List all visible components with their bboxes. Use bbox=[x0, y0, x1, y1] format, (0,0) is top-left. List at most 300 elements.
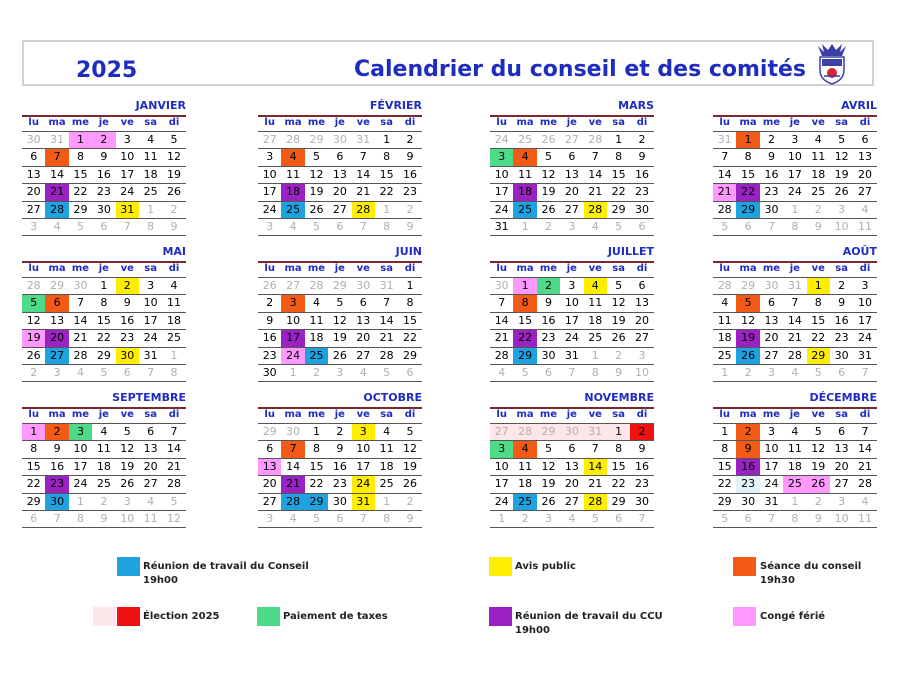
day-cell: 3 bbox=[352, 424, 375, 440]
day-cell: 6 bbox=[861, 133, 869, 146]
week-row bbox=[22, 295, 186, 312]
day-cell: 4 bbox=[147, 133, 155, 146]
day-cell: 18 bbox=[96, 459, 111, 473]
day-cell: 11 bbox=[858, 219, 873, 233]
day-cell: 15 bbox=[717, 459, 732, 473]
day-cell: 21 bbox=[167, 459, 182, 473]
day-cell: 17 bbox=[858, 313, 873, 327]
day-cell: 8 bbox=[406, 296, 414, 310]
day-cell: 30 bbox=[494, 279, 509, 292]
day-cell: 18 bbox=[588, 313, 603, 327]
day-cell: 20 bbox=[26, 185, 41, 199]
day-cell: 6 bbox=[838, 425, 846, 438]
day-cell: 18 bbox=[379, 459, 394, 473]
legend-time: 19h00 bbox=[515, 625, 550, 636]
day-cell: 19 bbox=[167, 167, 182, 181]
day-cell: 9 bbox=[406, 150, 414, 164]
day-cell: 10 bbox=[834, 219, 849, 233]
week-row bbox=[258, 459, 422, 476]
weekday-header bbox=[22, 409, 186, 424]
month-12 bbox=[713, 391, 877, 528]
day-cell: 28 bbox=[309, 279, 324, 292]
day-cell: 1 bbox=[383, 133, 391, 146]
day-cell: 25 bbox=[281, 202, 304, 218]
day-cell: 6 bbox=[615, 511, 623, 525]
day-cell: 27 bbox=[143, 477, 158, 491]
weekday-label: je bbox=[98, 263, 109, 274]
week-row bbox=[490, 219, 654, 236]
week-row bbox=[258, 295, 422, 312]
day-cell: 27 bbox=[490, 424, 513, 440]
day-cell: 21 bbox=[713, 184, 736, 200]
day-cell: 3 bbox=[490, 149, 513, 165]
day-cell: 2 bbox=[170, 202, 178, 216]
day-cell: 9 bbox=[406, 219, 414, 233]
page-title: Calendrier du conseil et des comités bbox=[354, 57, 806, 82]
day-cell: 5 bbox=[721, 511, 729, 525]
day-cell: 19 bbox=[811, 459, 826, 473]
week-row bbox=[22, 494, 186, 511]
week-row bbox=[258, 149, 422, 166]
crest-logo bbox=[812, 42, 852, 86]
day-cell: 7 bbox=[638, 511, 646, 525]
day-cell: 23 bbox=[96, 185, 111, 199]
week-row bbox=[22, 476, 186, 493]
day-cell: 31 bbox=[356, 133, 371, 146]
day-cell: 22 bbox=[379, 185, 394, 199]
day-cell: 6 bbox=[336, 219, 344, 233]
day-cell: 26 bbox=[541, 133, 556, 146]
day-cell: 11 bbox=[96, 442, 111, 456]
day-cell: 7 bbox=[359, 150, 367, 164]
day-cell: 15 bbox=[611, 459, 626, 473]
day-cell: 6 bbox=[30, 511, 38, 525]
week-row bbox=[22, 184, 186, 201]
weekday-label: ve bbox=[588, 117, 602, 128]
day-cell: 27 bbox=[635, 331, 650, 345]
day-cell: 15 bbox=[379, 167, 394, 181]
legend-label: Avis public bbox=[515, 561, 576, 572]
day-cell: 4 bbox=[53, 219, 61, 233]
day-cell: 1 bbox=[22, 424, 45, 440]
weekday-label: di bbox=[636, 117, 648, 128]
day-cell: 25 bbox=[379, 477, 394, 491]
day-cell: 7 bbox=[76, 296, 84, 310]
day-cell: 27 bbox=[834, 477, 849, 491]
legend-swatch-reunion-ccu bbox=[489, 607, 512, 626]
month-7 bbox=[490, 245, 654, 382]
day-cell: 11 bbox=[143, 150, 158, 164]
day-cell: 27 bbox=[564, 202, 579, 216]
week-row bbox=[490, 424, 654, 441]
day-cell: 8 bbox=[383, 150, 391, 164]
day-cell: 14 bbox=[494, 313, 509, 327]
weekday-header bbox=[258, 263, 422, 278]
day-cell: 18 bbox=[811, 167, 826, 181]
week-row bbox=[258, 330, 422, 347]
day-cell: 22 bbox=[513, 330, 536, 346]
day-cell: 13 bbox=[834, 442, 849, 456]
day-cell: 1 bbox=[147, 202, 155, 216]
day-cell: 8 bbox=[383, 219, 391, 233]
day-cell: 30 bbox=[96, 202, 111, 216]
weekday-header bbox=[258, 117, 422, 132]
day-cell: 23 bbox=[541, 331, 556, 345]
week-row bbox=[713, 511, 877, 528]
day-cell: 25 bbox=[305, 348, 328, 364]
week-row bbox=[258, 511, 422, 528]
day-cell: 24 bbox=[764, 477, 779, 491]
week-row bbox=[490, 330, 654, 347]
week-row bbox=[490, 511, 654, 528]
day-cell: 3 bbox=[266, 219, 274, 233]
day-cell: 31 bbox=[494, 219, 509, 233]
day-cell: 10 bbox=[356, 442, 371, 456]
month-name: JUILLET bbox=[490, 245, 654, 263]
day-cell: 19 bbox=[736, 330, 759, 346]
week-row bbox=[713, 132, 877, 149]
day-cell: 8 bbox=[147, 219, 155, 233]
day-cell: 23 bbox=[120, 331, 135, 345]
week-row bbox=[713, 167, 877, 184]
day-cell: 7 bbox=[170, 425, 178, 438]
legend-time: 19h30 bbox=[760, 575, 795, 586]
day-cell: 16 bbox=[332, 459, 347, 473]
weekday-label: di bbox=[636, 409, 648, 420]
day-cell: 26 bbox=[167, 185, 182, 199]
day-cell: 4 bbox=[312, 296, 320, 310]
day-cell: 30 bbox=[262, 365, 277, 379]
week-row bbox=[258, 365, 422, 382]
weekday-label: je bbox=[789, 409, 800, 420]
day-cell: 4 bbox=[498, 365, 506, 379]
day-cell: 22 bbox=[26, 477, 41, 491]
day-cell: 15 bbox=[741, 167, 756, 181]
day-cell: 3 bbox=[336, 365, 344, 379]
day-cell: 7 bbox=[123, 219, 131, 233]
day-cell: 30 bbox=[356, 279, 371, 292]
week-row bbox=[713, 459, 877, 476]
day-cell: 9 bbox=[736, 441, 759, 457]
day-cell: 11 bbox=[286, 167, 301, 181]
legend-swatch-conge bbox=[733, 607, 756, 626]
week-row bbox=[22, 167, 186, 184]
month-10 bbox=[258, 391, 422, 528]
day-cell: 29 bbox=[611, 202, 626, 216]
weekday-label: ve bbox=[120, 117, 134, 128]
weekday-label: lu bbox=[264, 263, 275, 274]
week-row bbox=[22, 313, 186, 330]
day-cell: 1 bbox=[721, 365, 729, 379]
day-cell: 27 bbox=[858, 185, 873, 199]
day-cell: 13 bbox=[564, 167, 579, 181]
day-cell: 4 bbox=[861, 494, 869, 508]
day-cell: 4 bbox=[584, 278, 607, 294]
day-cell: 2 bbox=[100, 494, 108, 508]
day-cell: 4 bbox=[861, 202, 869, 216]
day-cell: 24 bbox=[262, 202, 277, 216]
week-row bbox=[22, 511, 186, 528]
day-cell: 8 bbox=[721, 442, 729, 456]
weekday-header bbox=[258, 409, 422, 424]
weekday-label: je bbox=[789, 263, 800, 274]
day-cell: 26 bbox=[309, 202, 324, 216]
day-cell: 16 bbox=[635, 167, 650, 181]
day-cell: 4 bbox=[359, 365, 367, 379]
month-name: MARS bbox=[490, 99, 654, 117]
day-cell: 6 bbox=[45, 295, 68, 311]
day-cell: 24 bbox=[120, 185, 135, 199]
day-cell: 9 bbox=[814, 219, 822, 233]
day-cell: 29 bbox=[537, 424, 560, 440]
day-cell: 3 bbox=[266, 511, 274, 525]
day-cell: 17 bbox=[73, 459, 88, 473]
day-cell: 19 bbox=[611, 313, 626, 327]
day-cell: 20 bbox=[45, 330, 68, 346]
day-cell: 23 bbox=[736, 476, 759, 492]
week-row bbox=[22, 202, 186, 219]
week-row bbox=[490, 202, 654, 219]
day-cell: 10 bbox=[262, 167, 277, 181]
weekday-label: lu bbox=[264, 117, 275, 128]
day-cell: 9 bbox=[100, 511, 108, 525]
weekday-label: sa bbox=[380, 117, 393, 128]
day-cell: 19 bbox=[541, 477, 556, 491]
day-cell: 24 bbox=[564, 331, 579, 345]
day-cell: 15 bbox=[96, 313, 111, 327]
day-cell: 18 bbox=[167, 313, 182, 327]
day-cell: 31 bbox=[143, 348, 158, 362]
day-cell: 6 bbox=[744, 511, 752, 525]
week-row bbox=[258, 494, 422, 511]
day-cell: 29 bbox=[262, 425, 277, 438]
weekday-label: me bbox=[539, 117, 558, 128]
day-cell: 9 bbox=[53, 442, 61, 456]
day-cell: 25 bbox=[588, 331, 603, 345]
day-cell: 4 bbox=[791, 365, 799, 379]
day-cell: 7 bbox=[281, 441, 304, 457]
day-cell: 8 bbox=[615, 150, 623, 164]
weekday-label: di bbox=[404, 263, 416, 274]
day-cell: 4 bbox=[513, 441, 536, 457]
day-cell: 6 bbox=[30, 150, 38, 164]
legend-avis-public bbox=[515, 560, 576, 574]
day-cell: 5 bbox=[170, 133, 178, 146]
day-cell: 24 bbox=[281, 348, 304, 364]
day-cell: 13 bbox=[143, 442, 158, 456]
weekday-label: di bbox=[859, 409, 871, 420]
day-cell: 3 bbox=[53, 365, 61, 379]
day-cell: 3 bbox=[568, 219, 576, 233]
weekday-label: lu bbox=[496, 117, 507, 128]
day-cell: 5 bbox=[544, 150, 552, 164]
legend-label: Réunion de travail du CCU bbox=[515, 611, 663, 622]
day-cell: 5 bbox=[312, 511, 320, 525]
day-cell: 7 bbox=[591, 442, 599, 456]
month-6 bbox=[258, 245, 422, 382]
day-cell: 25 bbox=[518, 133, 533, 146]
day-cell: 12 bbox=[167, 511, 182, 525]
day-cell: 6 bbox=[744, 219, 752, 233]
day-cell: 18 bbox=[518, 477, 533, 491]
day-cell: 26 bbox=[262, 279, 277, 292]
day-cell: 29 bbox=[611, 494, 626, 508]
week-row bbox=[713, 313, 877, 330]
month-11 bbox=[490, 391, 654, 528]
week-row bbox=[713, 149, 877, 166]
day-cell: 3 bbox=[281, 295, 304, 311]
day-cell: 1 bbox=[615, 133, 623, 146]
day-cell: 22 bbox=[717, 477, 732, 491]
day-cell: 20 bbox=[564, 477, 579, 491]
month-name: NOVEMBRE bbox=[490, 391, 654, 409]
day-cell: 2 bbox=[45, 424, 68, 440]
day-cell: 15 bbox=[611, 167, 626, 181]
weekday-label: me bbox=[762, 117, 781, 128]
day-cell: 28 bbox=[73, 348, 88, 362]
day-cell: 5 bbox=[336, 296, 344, 310]
week-row bbox=[22, 278, 186, 295]
week-row bbox=[22, 365, 186, 382]
day-cell: 18 bbox=[143, 167, 158, 181]
day-cell: 2 bbox=[116, 278, 139, 294]
day-cell: 29 bbox=[50, 279, 65, 292]
day-cell: 20 bbox=[858, 167, 873, 181]
day-cell: 6 bbox=[336, 150, 344, 164]
weekday-label: je bbox=[98, 409, 109, 420]
day-cell: 4 bbox=[147, 494, 155, 508]
day-cell: 16 bbox=[541, 313, 556, 327]
weekday-label: me bbox=[71, 263, 90, 274]
legend-election bbox=[143, 610, 219, 624]
day-cell: 4 bbox=[568, 511, 576, 525]
day-cell: 15 bbox=[73, 167, 88, 181]
legend-swatch-election-light bbox=[93, 607, 116, 626]
week-row bbox=[490, 348, 654, 365]
legend-swatch-election bbox=[117, 607, 140, 626]
day-cell: 1 bbox=[100, 279, 108, 292]
month-name: DÉCEMBRE bbox=[713, 391, 877, 409]
day-cell: 26 bbox=[541, 202, 556, 216]
month-name: OCTOBRE bbox=[258, 391, 422, 409]
day-cell: 2 bbox=[406, 202, 414, 216]
day-cell: 1 bbox=[312, 425, 320, 438]
day-cell: 8 bbox=[312, 442, 320, 456]
day-cell: 5 bbox=[814, 425, 822, 438]
day-cell: 21 bbox=[494, 331, 509, 345]
weekday-label: me bbox=[762, 409, 781, 420]
day-cell: 21 bbox=[73, 331, 88, 345]
legend-swatch-seance bbox=[733, 557, 756, 576]
day-cell: 23 bbox=[262, 348, 277, 362]
day-cell: 15 bbox=[403, 313, 418, 327]
day-cell: 31 bbox=[717, 133, 732, 146]
day-cell: 3 bbox=[123, 133, 131, 146]
day-cell: 23 bbox=[834, 331, 849, 345]
day-cell: 28 bbox=[858, 477, 873, 491]
day-cell: 27 bbox=[332, 202, 347, 216]
week-row bbox=[713, 219, 877, 236]
day-cell: 5 bbox=[615, 219, 623, 233]
week-row bbox=[713, 441, 877, 458]
weekday-label: je bbox=[334, 409, 345, 420]
month-name: AOÛT bbox=[713, 245, 877, 263]
day-cell: 17 bbox=[281, 330, 304, 346]
day-cell: 12 bbox=[541, 459, 556, 473]
day-cell: 20 bbox=[332, 185, 347, 199]
day-cell: 4 bbox=[289, 511, 297, 525]
day-cell: 12 bbox=[741, 313, 756, 327]
day-cell: 21 bbox=[787, 331, 802, 345]
weekday-label: sa bbox=[380, 263, 393, 274]
weekday-label: lu bbox=[719, 117, 730, 128]
weekday-label: ve bbox=[811, 409, 825, 420]
day-cell: 30 bbox=[834, 348, 849, 362]
day-cell: 14 bbox=[858, 442, 873, 456]
day-cell: 9 bbox=[266, 313, 274, 327]
day-cell: 16 bbox=[764, 167, 779, 181]
day-cell: 16 bbox=[403, 167, 418, 181]
weekday-header bbox=[713, 263, 877, 278]
legend-reunion-conseil bbox=[143, 560, 309, 588]
day-cell: 19 bbox=[309, 185, 324, 199]
day-cell: 27 bbox=[26, 202, 41, 216]
weekday-label: ve bbox=[588, 263, 602, 274]
weekday-label: me bbox=[307, 263, 326, 274]
weekday-label: lu bbox=[28, 263, 39, 274]
day-cell: 13 bbox=[356, 313, 371, 327]
legend-label: Réunion de travail du Conseil bbox=[143, 561, 309, 572]
day-cell: 10 bbox=[635, 365, 650, 379]
day-cell: 27 bbox=[262, 133, 277, 146]
week-row bbox=[490, 441, 654, 458]
day-cell: 25 bbox=[811, 185, 826, 199]
week-row bbox=[258, 424, 422, 441]
day-cell: 5 bbox=[383, 365, 391, 379]
day-cell: 25 bbox=[167, 331, 182, 345]
day-cell: 10 bbox=[73, 442, 88, 456]
day-cell: 14 bbox=[717, 167, 732, 181]
day-cell: 19 bbox=[22, 330, 45, 346]
day-cell: 27 bbox=[262, 494, 277, 508]
week-row bbox=[22, 348, 186, 365]
day-cell: 5 bbox=[736, 295, 759, 311]
day-cell: 11 bbox=[811, 150, 826, 164]
weekday-label: ma bbox=[516, 263, 534, 274]
day-cell: 5 bbox=[838, 133, 846, 146]
day-cell: 30 bbox=[764, 279, 779, 292]
day-cell: 2 bbox=[336, 425, 344, 438]
week-row bbox=[258, 202, 422, 219]
day-cell: 5 bbox=[312, 150, 320, 164]
day-cell: 24 bbox=[787, 185, 802, 199]
day-cell: 15 bbox=[518, 313, 533, 327]
day-cell: 28 bbox=[379, 348, 394, 362]
day-cell: 15 bbox=[811, 313, 826, 327]
day-cell: 13 bbox=[50, 313, 65, 327]
day-cell: 8 bbox=[76, 150, 84, 164]
day-cell: 3 bbox=[638, 348, 646, 362]
day-cell: 21 bbox=[45, 184, 68, 200]
day-cell: 20 bbox=[635, 313, 650, 327]
weekday-label: lu bbox=[496, 409, 507, 420]
weekday-label: ma bbox=[284, 263, 302, 274]
day-cell: 1 bbox=[498, 511, 506, 525]
day-cell: 8 bbox=[30, 442, 38, 456]
day-cell: 11 bbox=[309, 313, 324, 327]
weekday-label: lu bbox=[719, 409, 730, 420]
week-row bbox=[258, 476, 422, 493]
